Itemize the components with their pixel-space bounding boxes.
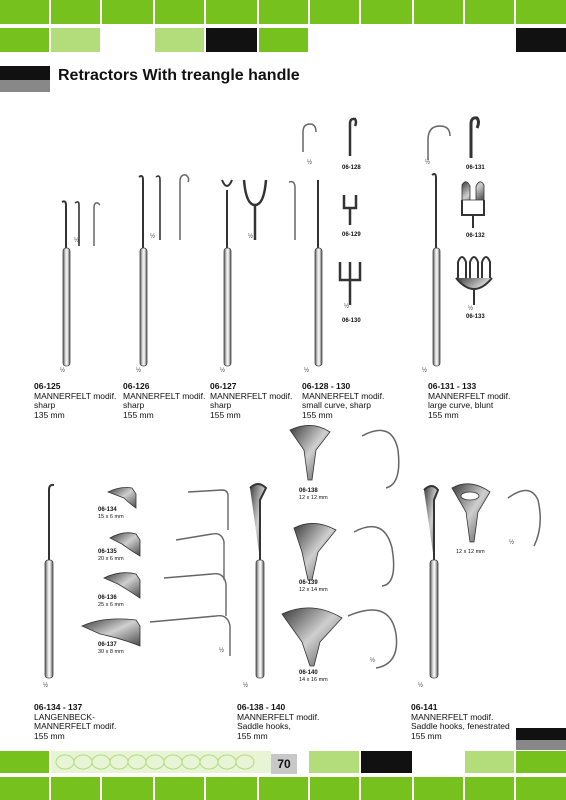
tip-label: 06-136 (98, 595, 117, 601)
instrument-06-141 (424, 484, 540, 678)
product-description: MANNERFELT modif. (411, 711, 494, 722)
footer-tile (361, 777, 412, 800)
scale-mark: ½ (243, 683, 249, 689)
scale-mark: ½ (344, 304, 350, 310)
scale-mark: ½ (136, 368, 142, 374)
product-code: 06-127 (210, 381, 237, 391)
tip-size: 15 x 6 mm (98, 514, 124, 520)
product-length: 155 mm (411, 730, 442, 741)
product-caption (428, 382, 510, 420)
product-length: 155 mm (428, 409, 459, 420)
scale-mark: ½ (248, 234, 254, 240)
product-description: Saddle hooks, fenestrated (411, 721, 510, 731)
instrument-06-128-130 (303, 119, 360, 366)
tip-label: 06-139 (299, 580, 318, 586)
footer-tile (414, 777, 463, 800)
product-code: 06-134 - 137 (34, 702, 83, 712)
tip-label: 06-138 (299, 488, 318, 494)
product-caption (411, 703, 510, 741)
footer-tile (516, 740, 566, 750)
scale-mark: ½ (370, 658, 376, 664)
footer-tile (465, 751, 514, 773)
tip-size: 14 x 16 mm (299, 677, 328, 683)
product-code: 06-138 - 140 (237, 702, 286, 712)
instrument-06-127 (222, 180, 295, 366)
footer-tile (0, 777, 49, 800)
product-caption (237, 703, 319, 741)
instrument-06-125 (62, 201, 100, 366)
product-description: MANNERFELT modif. (34, 390, 117, 401)
scale-mark: ½ (418, 683, 424, 689)
page-title: Retractors With treangle handle (58, 67, 300, 84)
product-length: 155 mm (210, 409, 241, 420)
product-caption (302, 382, 384, 420)
tip-label: 06-130 (342, 318, 361, 324)
footer-tile (516, 751, 566, 773)
product-code: 06-126 (123, 381, 150, 391)
scale-mark: ½ (304, 368, 310, 374)
tip-label: 06-131 (466, 165, 485, 171)
scale-mark: ½ (74, 238, 80, 244)
scale-mark: ½ (150, 234, 156, 240)
scale-mark: ½ (220, 368, 226, 374)
tip-label: 06-140 (299, 670, 318, 676)
product-description: small curve, sharp (302, 400, 371, 410)
footer-tile (465, 777, 514, 800)
product-caption (210, 382, 292, 420)
product-code: 06-131 - 133 (428, 381, 477, 391)
footer-tile (259, 777, 308, 800)
footer-tile (309, 751, 359, 773)
page-number: 70 (271, 754, 297, 774)
tip-size: 30 x 8 mm (98, 649, 124, 655)
instrument-06-138-140 (250, 425, 399, 678)
product-description: large curve, blunt (428, 400, 494, 410)
product-description: sharp (123, 400, 145, 410)
product-code: 06-141 (411, 702, 438, 712)
scale-mark: ½ (422, 368, 428, 374)
tip-label: 06-133 (466, 314, 485, 320)
product-code: 06-125 (34, 381, 61, 391)
tip-label: 06-128 (342, 165, 361, 171)
footer-tile (516, 728, 566, 740)
product-length: 155 mm (123, 409, 154, 420)
tip-size: 20 x 6 mm (98, 556, 124, 562)
scale-mark: ½ (509, 540, 515, 546)
product-description: LANGENBECK- (34, 711, 95, 722)
tip-label: 06-135 (98, 549, 117, 555)
tip-size: 12 x 12 mm (456, 549, 485, 555)
product-description: Saddle hooks, (237, 721, 291, 731)
product-caption (34, 703, 116, 741)
footer-tile (206, 777, 257, 800)
footer-tile (102, 777, 153, 800)
product-description: MANNERFELT modif. (210, 390, 293, 401)
instrument-06-134-137 (45, 485, 230, 678)
tip-label: 06-134 (98, 507, 117, 513)
product-code: 06-128 - 130 (302, 381, 351, 391)
product-description: sharp (210, 400, 232, 410)
product-description: MANNERFELT modif. (428, 390, 511, 401)
tip-size: 12 x 12 mm (299, 495, 328, 501)
product-length: 155 mm (302, 409, 333, 420)
footer-tile (51, 777, 100, 800)
product-length: 155 mm (237, 730, 268, 741)
tip-label: 06-137 (98, 642, 117, 648)
tip-label: 06-132 (466, 233, 485, 239)
product-description: MANNERFELT modif. (237, 711, 320, 722)
scale-mark: ½ (307, 160, 313, 166)
tip-label: 06-129 (342, 232, 361, 238)
instrument-06-126 (139, 175, 189, 366)
product-length: 135 mm (34, 409, 65, 420)
scale-mark: ½ (468, 306, 474, 312)
tip-size: 25 x 6 mm (98, 602, 124, 608)
footer-tile (155, 777, 204, 800)
footer-tile (310, 777, 359, 800)
scale-mark: ½ (219, 648, 225, 654)
scale-mark: ½ (60, 368, 66, 374)
product-description: MANNERFELT modif. (123, 390, 206, 401)
footer-ring-pattern (55, 753, 267, 771)
tip-size: 12 x 14 mm (299, 587, 328, 593)
product-caption (123, 382, 205, 420)
product-caption (34, 382, 116, 420)
product-length: 155 mm (34, 730, 65, 741)
instrument-06-131-133 (428, 118, 492, 366)
footer-tile (361, 751, 412, 773)
scale-mark: ½ (425, 160, 431, 166)
footer-tile (0, 751, 49, 773)
footer-tile (516, 777, 566, 800)
scale-mark: ½ (43, 683, 49, 689)
product-description: MANNERFELT modif. (34, 721, 117, 731)
product-description: sharp (34, 400, 56, 410)
product-description: MANNERFELT modif. (302, 390, 385, 401)
